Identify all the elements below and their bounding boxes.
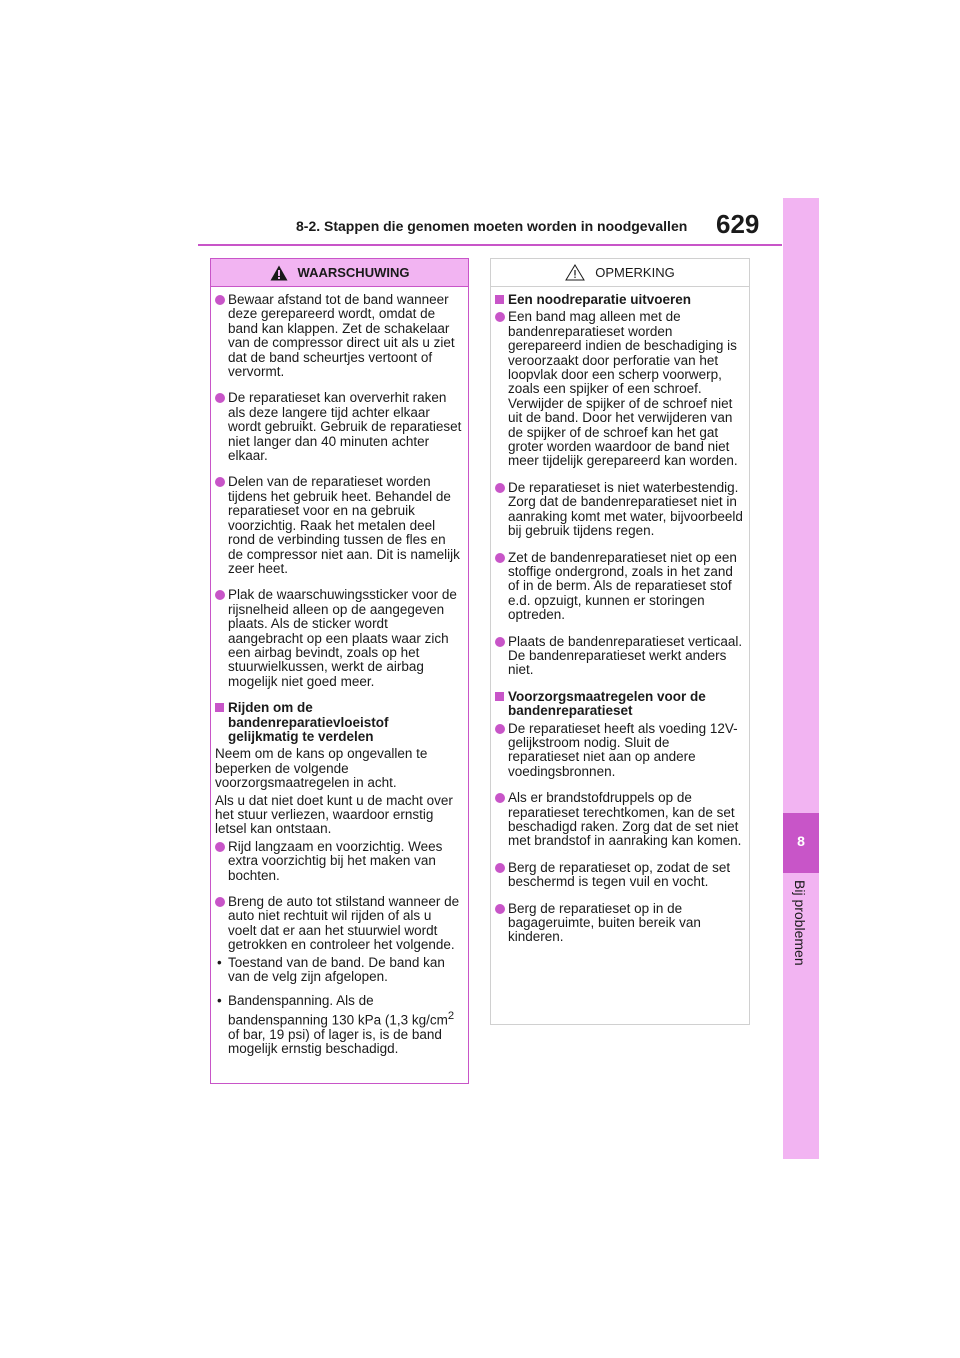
bullet-icon xyxy=(495,637,505,647)
page-header-title: 8-2. Stappen die genomen moeten worden in noodgevallen xyxy=(296,218,688,234)
list-item: Een band mag alleen met de bandenreparatieset worden gerepareerd indien de beschadiging is veroorzaakt door perforatie van het loopvlak door een scherp voorwerp, zoals een spijker of een schroef. Verwijder de spijker of de schroef niet uit de band. Door het verwijderen van de spijker of de schroef kan het gat groter worden waardoor de band niet meer tijdelijk gerepareerd kan worden. xyxy=(495,310,743,468)
chapter-number: 8 xyxy=(797,833,805,849)
note-title: OPMERKING xyxy=(595,265,675,280)
warning-triangle-icon xyxy=(270,265,288,281)
list-item: De reparatieset heeft als voeding 12V-gelijkstroom nodig. Sluit de reparatieset niet aan op andere voedingsbronnen. xyxy=(495,722,743,780)
list-item: Plaats de bandenreparatieset verticaal. De bandenreparatieset werkt anders niet. xyxy=(495,635,743,678)
warning-title: WAARSCHUWING xyxy=(297,265,410,280)
bullet-icon xyxy=(215,393,225,403)
note-box xyxy=(490,258,750,1025)
list-item: Plak de waarschuwingssticker voor de rijsnelheid alleen op de aangegeven plaats. Als de sticker wordt aangebracht op een plaats waar zich een airbag bevindt, zoals op het stuurwielkussen, werkt de airbag mogelijk niet goed meer. xyxy=(215,588,462,689)
list-item: Zet de bandenreparatieset niet op een stoffige ondergrond, zoals in het zand of in de berm. Als de reparatieset stof e.d. opzuigt, kunnen er storingen optreden. xyxy=(495,551,743,623)
list-item: Rijd langzaam en voorzichtig. Wees extra voorzichtig bij het maken van bochten. xyxy=(215,840,462,883)
bullet-icon xyxy=(495,483,505,493)
section-heading: Een noodreparatie uitvoeren xyxy=(495,293,743,307)
chapter-title: Bij problemen xyxy=(792,880,808,966)
warning-body xyxy=(211,287,468,1057)
bullet-icon xyxy=(215,842,225,852)
note-header xyxy=(491,259,749,287)
section-heading: Voorzorgsmaatregelen voor de bandenreparatieset xyxy=(495,690,743,719)
chapter-side-tab xyxy=(783,198,819,1159)
bullet-icon xyxy=(215,295,225,305)
dash-marker: • xyxy=(217,993,222,1009)
section-heading: Rijden om de bandenreparatievloeistof gelijkmatig te verdelen xyxy=(215,701,462,744)
square-bullet-icon xyxy=(495,692,504,701)
warning-header xyxy=(211,259,468,287)
list-item: Berg de reparatieset op in de bagageruimte, buiten bereik van kinderen. xyxy=(495,902,743,945)
bullet-icon xyxy=(215,590,225,600)
square-bullet-icon xyxy=(215,703,224,712)
square-bullet-icon xyxy=(495,295,504,304)
list-item: De reparatieset is niet waterbestendig. Zorg dat de bandenreparatieset niet in aanraking komt met water, bijvoorbeeld bij gebruik tijdens regen. xyxy=(495,481,743,539)
bullet-icon xyxy=(495,724,505,734)
bullet-icon xyxy=(495,553,505,563)
page-number: 629 xyxy=(716,209,760,239)
bullet-icon xyxy=(495,904,505,914)
list-item: Als er brandstofdruppels op de reparatieset terechtkomen, kan de set beschadigd raken. Zorg dat de set niet met brandstof in aanraking kan komen. xyxy=(495,791,743,849)
list-item: De reparatieset kan oververhit raken als deze langere tijd achter elkaar wordt gebruikt. Gebruik de reparatieset niet langer dan 40 minuten achter elkaar. xyxy=(215,391,462,463)
dash-list-item: • Toestand van de band. De band kan van de velg zijn afgelopen. xyxy=(217,954,445,985)
bullet-icon xyxy=(215,897,225,907)
dash-list-item: • Bandenspanning. Als de bandenspanning 130 kPa (1,3 $kg/cm^2$ of bar, 19 psi) of lager is, is de band mogelijk ernstig beschadigd. xyxy=(217,993,455,1057)
paragraph: Als u dat niet doet kunt u de macht over het stuur verliezen, waardoor ernstig letsel kan ontstaan. xyxy=(215,792,453,837)
list-item: Breng de auto tot stilstand wanneer de auto niet rechtuit wil rijden of als u voelt dat er aan het stuurwiel wordt getrokken en controleer het volgende. xyxy=(215,895,462,953)
bullet-icon xyxy=(495,863,505,873)
bullet-icon xyxy=(495,312,505,322)
list-item: Berg de reparatieset op, zodat de set beschermd is tegen vuil en vocht. xyxy=(495,861,743,890)
list-item: Delen van de reparatieset worden tijdens het gebruik heet. Behandel de reparatieset voor en na gebruik voorzichtig. Raak het metalen deel rond de verbinding tussen de fles en de compressor niet aan. Dit is namelijk zeer heet. xyxy=(215,475,462,576)
bullet-icon xyxy=(495,793,505,803)
warning-box xyxy=(210,258,469,1084)
dash-marker: • xyxy=(217,954,222,970)
paragraph: Neem om de kans op ongevallen te beperken de volgende voorzorgsmaatregelen in acht. xyxy=(215,746,428,791)
header-divider xyxy=(198,244,782,246)
note-body xyxy=(491,287,749,945)
list-item: Bewaar afstand tot de band wanneer deze gerepareerd wordt, omdat de band kan klappen. Zet de schakelaar van de compressor direct uit als u ziet dat de band scheurtjes vertoont of vervormt. xyxy=(215,293,462,379)
bullet-icon xyxy=(215,477,225,487)
caution-triangle-icon xyxy=(565,264,585,281)
